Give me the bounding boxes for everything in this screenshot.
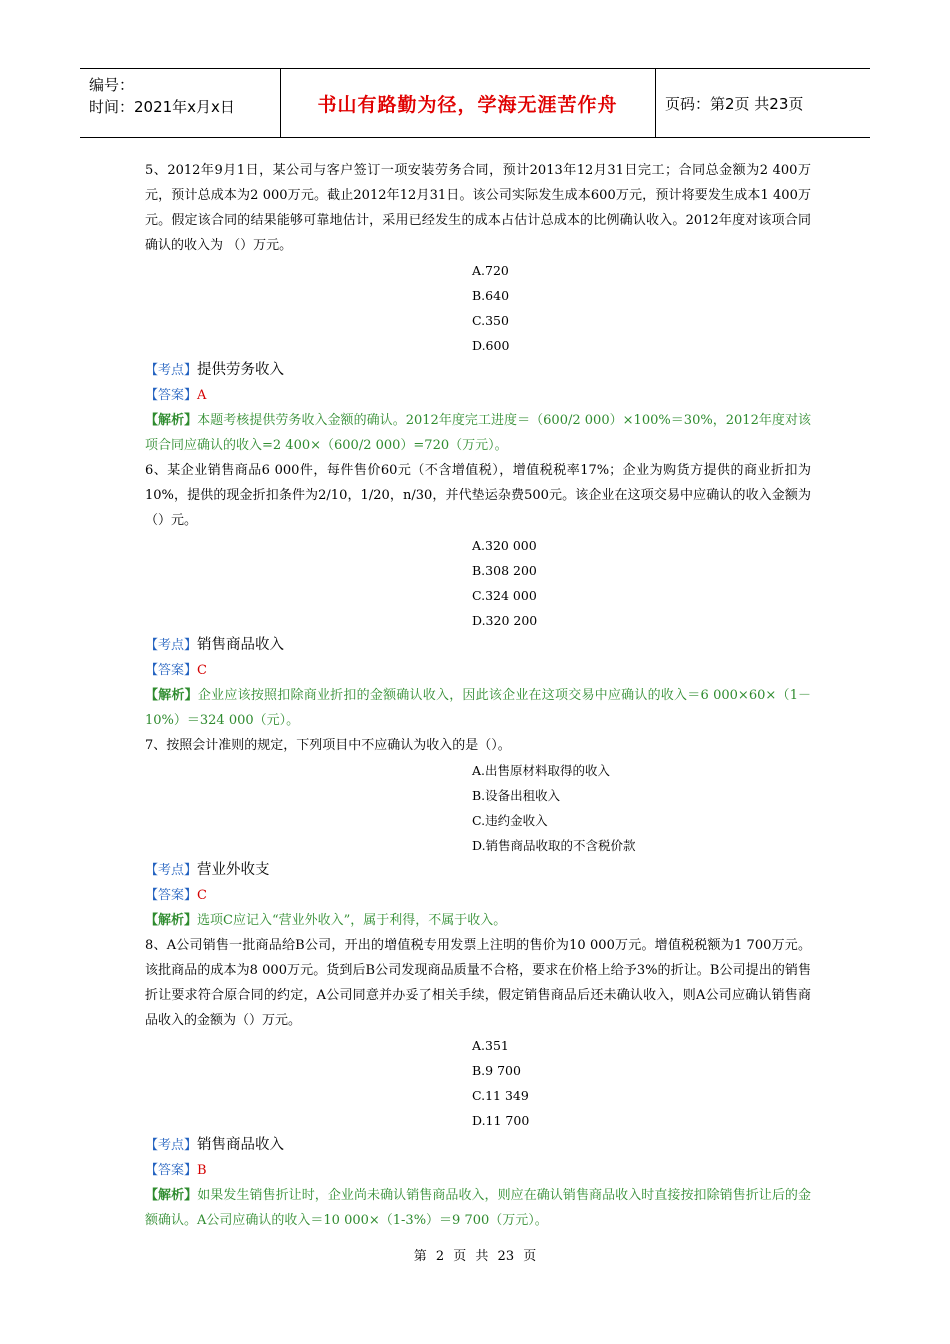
option-b: B.9 700 [472, 1063, 521, 1078]
header-motto: 书山有路勤为径，学海无涯苦作舟 [317, 93, 618, 116]
analysis-row [145, 683, 811, 733]
analysis-row [145, 408, 811, 458]
option-d: D.320 200 [472, 613, 538, 628]
option-a: A.出售原材料取得的收入 [472, 763, 611, 778]
answer-value: A [197, 388, 207, 403]
analysis-row [145, 1183, 811, 1233]
option-list [145, 1033, 811, 1133]
question-item [145, 733, 811, 933]
time-label: 时间：2021年x月x日 [89, 98, 235, 116]
topic-label: 【考点】 [145, 863, 198, 878]
option-list [145, 533, 811, 633]
number-label: 编号： [89, 76, 135, 94]
topic-label: 【考点】 [145, 638, 198, 653]
topic-label: 【考点】 [145, 363, 198, 378]
header-meta [89, 74, 235, 118]
answer-value: C [197, 888, 207, 903]
option-c: C.11 349 [472, 1088, 529, 1103]
topic-row [145, 633, 811, 658]
topic-row [145, 358, 811, 383]
answer-label: 【答案】 [145, 1163, 198, 1178]
answer-value: C [197, 663, 207, 678]
option-list [145, 758, 811, 858]
option-c: C.违约金收入 [472, 813, 548, 828]
option-a: A.320 000 [472, 538, 537, 553]
analysis-label: 【解析】 [145, 413, 198, 428]
analysis-label: 【解析】 [145, 913, 198, 928]
question-text: 6、某企业销售商品6 000件，每件售价60元（不含增值税），增值税税率17%；企业为购货方提供的商业折扣为10%，提供的现金折扣条件为2/10，1/20，n/30，并代垫运杂费500元。该企业在这项交易中应确认的收入金额为（）元。 [145, 463, 811, 528]
analysis-text: 选项C应记入“营业外收入”，属于利得，不属于收入。 [197, 913, 507, 928]
answer-label: 【答案】 [145, 663, 198, 678]
topic-label: 【考点】 [145, 1138, 198, 1153]
question-item [145, 933, 811, 1233]
topic-value: 销售商品收入 [197, 637, 285, 653]
answer-row [145, 383, 811, 408]
analysis-text: 企业应该按照扣除商业折扣的金额确认收入，因此该企业在这项交易中应确认的收入＝6 000×60×（1－10%）＝324 000（元）。 [145, 688, 811, 728]
analysis-text: 如果发生销售折让时，企业尚未确认销售商品收入，则应在确认销售商品收入时直接按扣除销售折让后的金额确认。A公司应确认的收入＝10 000×（1-3%）＝9 700（万元）。 [145, 1188, 811, 1228]
answer-row [145, 883, 811, 908]
option-a: A.351 [472, 1038, 509, 1053]
answer-row [145, 1158, 811, 1183]
question-item [145, 158, 811, 458]
option-b: B.308 200 [472, 563, 537, 578]
analysis-text: 本题考核提供劳务收入金额的确认。2012年度完工进度＝（600/2 000）×100%＝30%，2012年度对该项合同应确认的收入=2 400×（600/2 000）=720（万元）。 [145, 413, 811, 453]
question-text: 8、A公司销售一批商品给B公司，开出的增值税专用发票上注明的售价为10 000万元。增值税税额为1 700万元。该批商品的成本为8 000万元。货到后B公司发现商品质量不合格，要求在价格上给予3%的折让。B公司提出的销售折让要求符合原合同的约定，A公司同意并办妥了相关手续，假定销售商品后还未确认收入，则A公司应确认销售商品收入的金额为（）万元。 [145, 938, 811, 1028]
answer-label: 【答案】 [145, 388, 198, 403]
topic-value: 营业外收支 [197, 862, 270, 878]
option-b: B.640 [472, 288, 510, 303]
option-a: A.720 [472, 263, 509, 278]
page-footer: 第 2 页 共 23 页 [413, 1249, 537, 1264]
page-header [80, 68, 870, 138]
topic-value: 提供劳务收入 [197, 362, 285, 378]
question-text: 7、按照会计准则的规定，下列项目中不应确认为收入的是（）。 [145, 738, 511, 753]
option-c: C.350 [472, 313, 509, 328]
option-b: B.设备出租收入 [472, 788, 561, 803]
analysis-label: 【解析】 [145, 688, 198, 703]
option-c: C.324 000 [472, 588, 537, 603]
question-item [145, 458, 811, 733]
header-divider [655, 69, 656, 137]
option-d: D.600 [472, 338, 510, 353]
analysis-row [145, 908, 811, 933]
answer-row [145, 658, 811, 683]
header-page-info: 页码：第2页 共23页 [665, 94, 804, 113]
question-list [145, 158, 811, 1233]
question-text: 5、2012年9月1日，某公司与客户签订一项安装劳务合同，预计2013年12月31日完工；合同总金额为2 400万元，预计总成本为2 000万元。截止2012年12月31日。该公司实际发生成本600万元，预计将要发生成本1 400万元。假定该合同的结果能够可靠地估计，采用已经发生的成本占估计总成本的比例确认收入。2012年度对该项合同确认的收入为 （）万元。 [145, 163, 811, 253]
answer-value: B [197, 1163, 207, 1178]
option-list [145, 258, 811, 358]
topic-row [145, 1133, 811, 1158]
option-d: D.11 700 [472, 1113, 530, 1128]
option-d: D.销售商品收取的不含税价款 [472, 838, 636, 853]
answer-label: 【答案】 [145, 888, 198, 903]
topic-row [145, 858, 811, 883]
analysis-label: 【解析】 [145, 1188, 198, 1203]
topic-value: 销售商品收入 [197, 1137, 285, 1153]
